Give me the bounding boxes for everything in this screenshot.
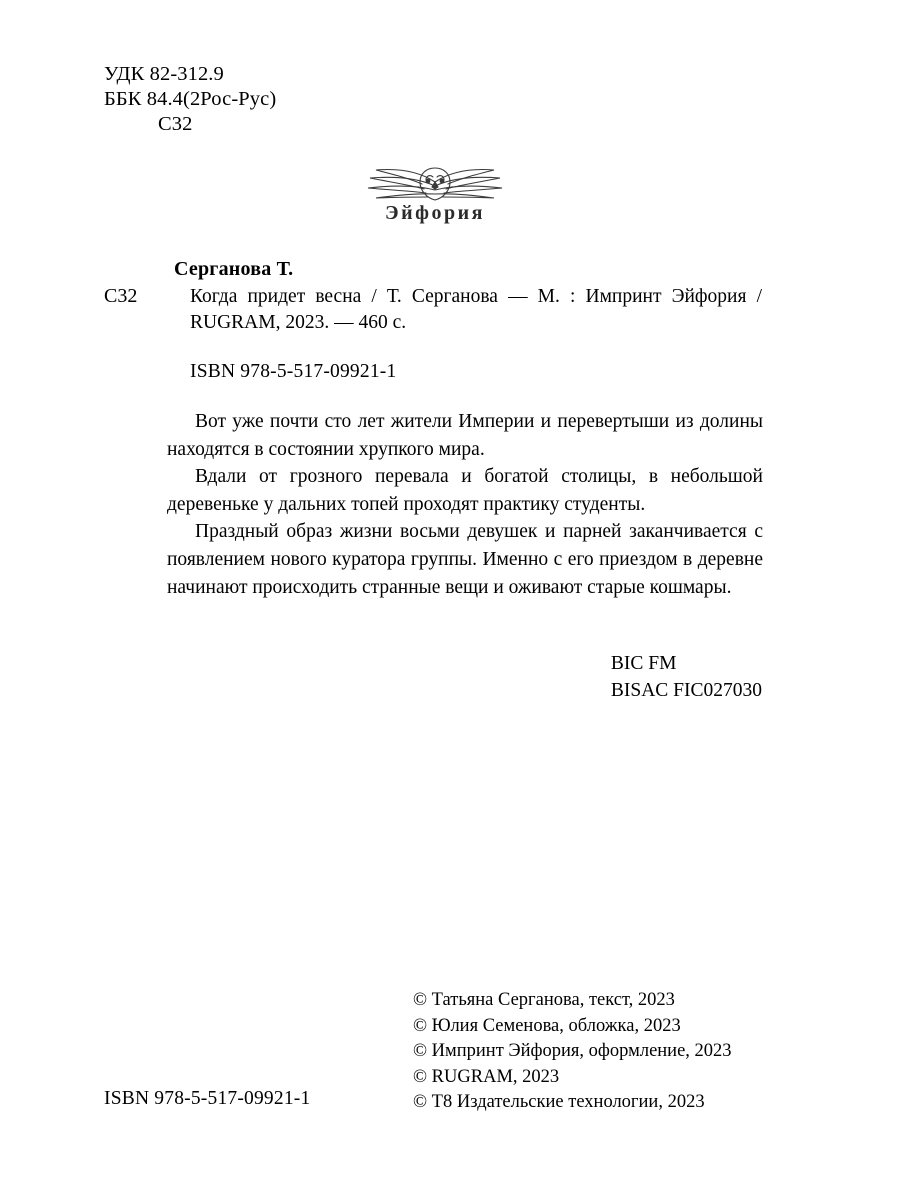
copyright-block (413, 988, 732, 1116)
annotation-paragraph: Праздный образ жизни восьми девушек и парней заканчивается с появлением нового куратора группы. Именно с его приездом в деревне начинают происходить странные вещи и оживают старые кошмары. (167, 521, 763, 598)
copyright-line: © RUGRAM, 2023 (413, 1066, 560, 1087)
record-shelf-code: С32 (104, 285, 138, 307)
shelf-code: С32 (158, 113, 193, 135)
copyright-line: © Т8 Издательские технологии, 2023 (413, 1092, 705, 1112)
annotation-paragraph: Вдали от грозного перевала и богатой столицы, в небольшой деревеньке у дальних топей проходят практику студенты. (167, 466, 763, 515)
isbn-footer: ISBN 978-5-517-09921-1 (104, 1088, 311, 1109)
classification-codes (104, 62, 276, 137)
publisher-logo (340, 160, 530, 242)
copyright-line: © Татьяна Серганова, текст, 2023 (413, 990, 675, 1010)
annotation-block (167, 408, 763, 601)
publisher-logo-text: Эйфория (385, 202, 485, 224)
bisac-code: BISAC FIC027030 (610, 680, 762, 701)
copyright-line: © Юлия Семенова, обложка, 2023 (413, 1015, 681, 1036)
annotation-paragraph: Вот уже почти сто лет жители Империи и перевертыши из долины находятся в состоянии хрупкого мира. (167, 411, 763, 460)
subject-codes (611, 650, 762, 704)
isbn-primary: ISBN 978-5-517-09921-1 (190, 361, 397, 382)
copyright-line: © Импринт Эйфория, оформление, 2023 (413, 1041, 732, 1061)
bbk-code: ББК 84.4(2Рос-Рус) (104, 88, 277, 110)
udk-code: УДК 82-312.9 (104, 63, 224, 85)
book-author: Серганова Т. (174, 258, 294, 280)
bibliographic-description: Когда придет весна / Т. Серганова — М. : Импринт Эйфория / RUGRAM, 2023. — 460 с. (190, 286, 762, 333)
bic-code: BIC FM (610, 653, 677, 674)
